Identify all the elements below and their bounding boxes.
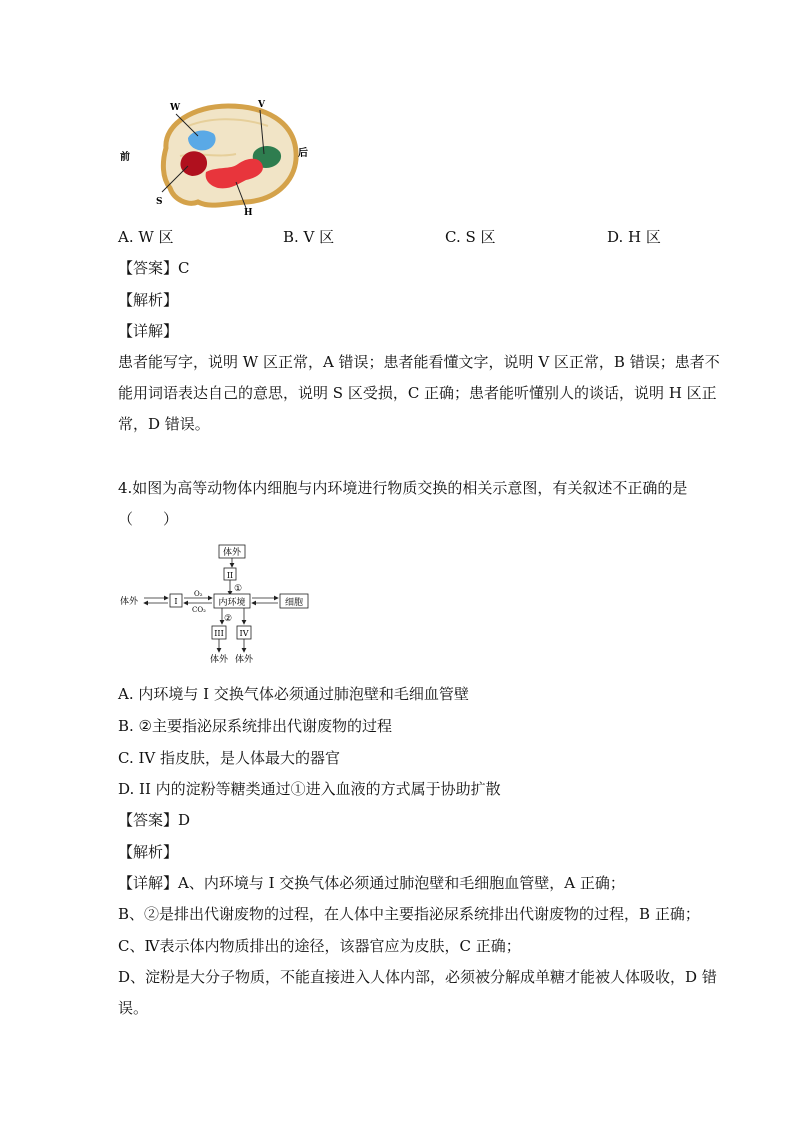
bottom-left-outside: 体外 xyxy=(209,655,229,665)
label-w: W xyxy=(170,103,181,113)
q3-option-c: C. S 区 xyxy=(445,228,496,246)
label-s: S xyxy=(156,197,163,207)
q4-detail-line: 误。 xyxy=(118,999,149,1017)
left-outside-label: 体外 xyxy=(120,597,139,607)
q3-option-d: D. H 区 xyxy=(607,228,661,246)
q3-detail-line: 患者能写字，说明 W 区正常，A 错误；患者能看懂文字，说明 V 区正常，B 错误；患者不 xyxy=(118,353,720,371)
q4-detail-line: 【详解】A、内环境与 I 交换气体必须通过肺泡壁和毛细胞血管壁，A 正确； xyxy=(118,874,625,892)
label-back: 后 xyxy=(298,148,308,159)
box-iv-label: IV xyxy=(239,629,249,638)
q3-option-b: B. V 区 xyxy=(283,228,335,246)
cell-label: 细胞 xyxy=(284,598,304,608)
q4-detail-line: D、淀粉是大分子物质，不能直接进入人体内部，必须被分解成单糖才能被人体吸收，D 错 xyxy=(118,968,717,986)
co2-label: CO₂ xyxy=(192,606,206,614)
circle-1: ① xyxy=(234,584,243,594)
q4-option-d: D. II 内的淀粉等糖类通过①进入血液的方式属于协助扩散 xyxy=(118,780,501,798)
exchange-diagram xyxy=(118,540,318,668)
label-v: V xyxy=(258,100,265,110)
brain-figure xyxy=(118,96,318,216)
q4-analysis-heading: 【解析】 xyxy=(118,843,179,861)
internal-environment-label: 内环境 xyxy=(218,598,246,608)
q4-detail-line: C、Ⅳ表示体内物质排出的途径，该器官应为皮肤，C 正确； xyxy=(118,937,521,955)
o2-label: O₂ xyxy=(194,590,203,598)
q3-option-a: A. W 区 xyxy=(118,228,174,246)
q4-option-c: C. IV 指皮肤，是人体最大的器官 xyxy=(118,749,341,767)
top-outside-label: 体外 xyxy=(222,548,242,558)
label-front: 前 xyxy=(120,152,130,163)
q4-detail-line: B、②是排出代谢废物的过程，在人体中主要指泌尿系统排出代谢废物的过程，B 正确； xyxy=(118,905,700,923)
q3-detail-line: 能用词语表达自己的意思，说明 S 区受损，C 正确；患者能听懂别人的谈话，说明 H 区正 xyxy=(118,384,717,402)
label-h: H xyxy=(244,208,253,216)
q3-analysis-heading: 【解析】 xyxy=(118,291,179,309)
q3-detail-line: 常，D 错误。 xyxy=(118,415,210,433)
q3-detail-heading: 【详解】 xyxy=(118,322,179,340)
box-i-label: I xyxy=(174,597,178,606)
q4-stem: 4.如图为高等动物体内细胞与内环境进行物质交换的相关示意图，有关叙述不正确的是 xyxy=(118,479,688,497)
circle-2: ② xyxy=(224,614,233,624)
q4-option-a: A. 内环境与 I 交换气体必须通过肺泡壁和毛细血管壁 xyxy=(118,685,469,703)
box-ii-label: II xyxy=(226,571,234,580)
q3-answer: 【答案】C xyxy=(118,259,190,277)
bottom-right-outside: 体外 xyxy=(234,655,254,665)
box-iii-label: III xyxy=(214,629,224,638)
q4-stem-paren: （ ） xyxy=(118,510,179,528)
q4-option-b: B. ②主要指泌尿系统排出代谢废物的过程 xyxy=(118,717,393,735)
q4-answer: 【答案】D xyxy=(118,811,191,829)
